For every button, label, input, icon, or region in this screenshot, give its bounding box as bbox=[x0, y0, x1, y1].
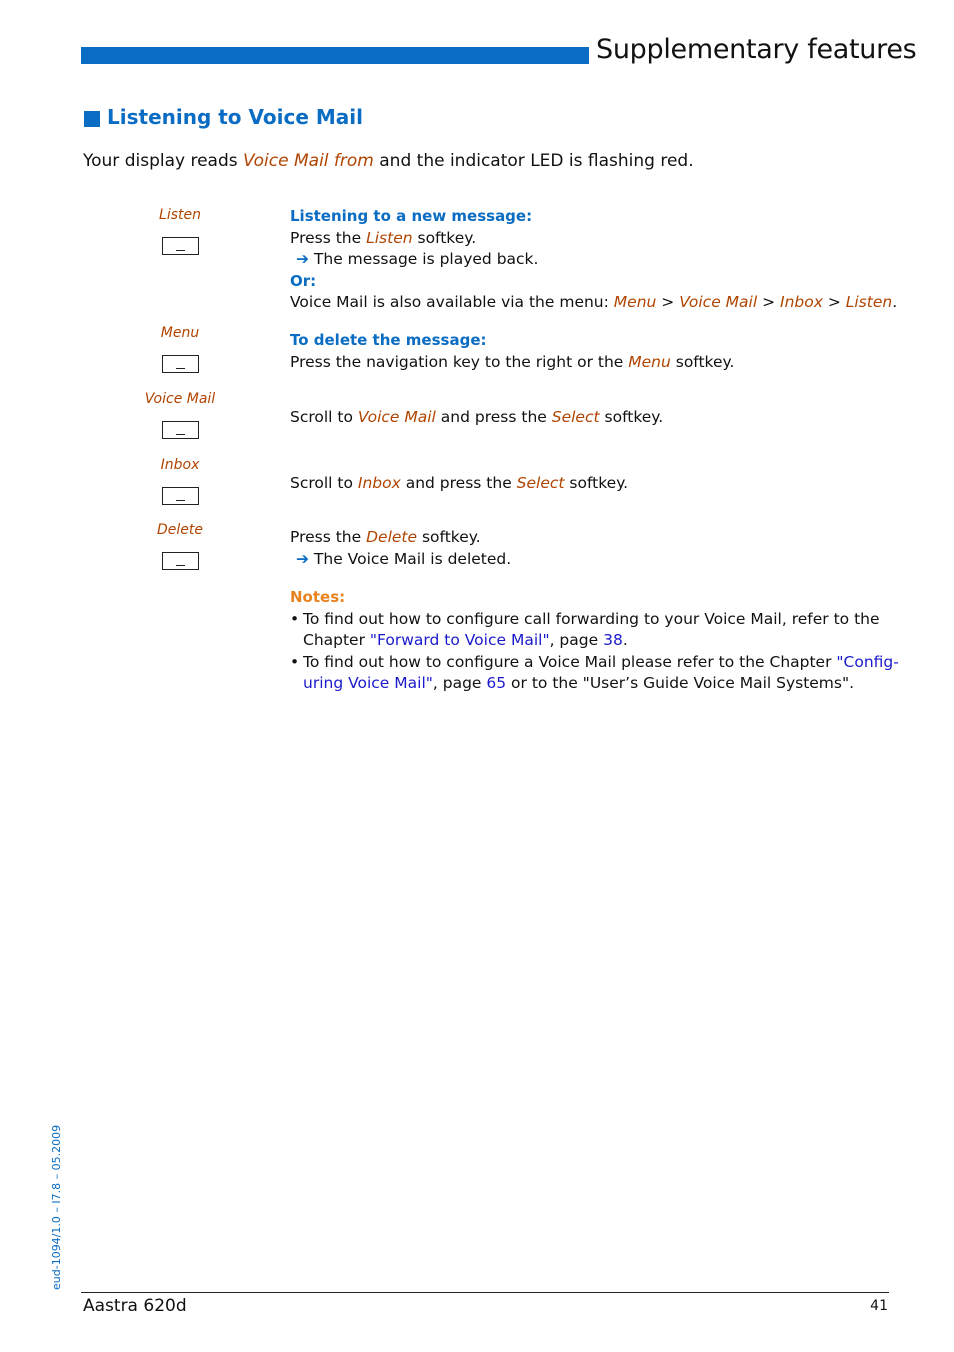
text: Press the bbox=[290, 229, 367, 247]
text: To find out how to configure a Voice Mail please refer to the Chapter bbox=[303, 653, 837, 671]
intro-text-end: and the indicator LED is flashing red. bbox=[373, 151, 694, 171]
text: softkey. bbox=[417, 528, 481, 546]
delete-instruction bbox=[290, 352, 734, 373]
softkey-menu-icon bbox=[162, 355, 199, 373]
text: Scroll to bbox=[290, 408, 358, 426]
arrow-right-icon: ➔ bbox=[296, 250, 309, 268]
configuring-voice-mail-link[interactable]: "Config- bbox=[836, 653, 899, 671]
note-bullet: • bbox=[290, 610, 300, 628]
text: . bbox=[622, 631, 628, 649]
text: Scroll to bbox=[290, 474, 358, 492]
text: softkey. bbox=[670, 353, 735, 371]
listen-term: Listen bbox=[366, 229, 413, 247]
separator: > bbox=[822, 293, 846, 311]
notes-heading: Notes: bbox=[290, 588, 346, 606]
page-header-title: Supplementary features bbox=[596, 34, 917, 65]
text: The Voice Mail is deleted. bbox=[309, 550, 512, 568]
menu-path-item: Listen bbox=[845, 293, 893, 311]
text: , page bbox=[432, 674, 487, 692]
text: Chapter bbox=[303, 631, 370, 649]
listen-instruction bbox=[290, 228, 476, 249]
softkey-voice-mail-icon bbox=[162, 421, 199, 439]
intro-term: Voice Mail from bbox=[243, 151, 374, 171]
menu-term: Menu bbox=[628, 353, 671, 371]
softkey-label-delete: Delete bbox=[157, 522, 203, 538]
or-heading: Or: bbox=[290, 272, 317, 290]
page-38-link[interactable]: 38 bbox=[603, 631, 623, 649]
softkey-listen-icon bbox=[162, 237, 199, 255]
page-number: 41 bbox=[870, 1298, 888, 1314]
text: softkey. bbox=[599, 408, 664, 426]
note-bullet: • bbox=[290, 653, 300, 671]
softkey-inbox-icon bbox=[162, 487, 199, 505]
text: , page bbox=[549, 631, 604, 649]
footer-product: Aastra 620d bbox=[83, 1296, 187, 1316]
softkey-label-inbox: Inbox bbox=[160, 457, 200, 473]
text: . bbox=[892, 293, 898, 311]
listen-heading: Listening to a new message: bbox=[290, 207, 533, 225]
note-2-line-2 bbox=[303, 673, 854, 694]
text: and press the bbox=[435, 408, 552, 426]
arrow-right-icon: ➔ bbox=[296, 550, 309, 568]
separator: > bbox=[656, 293, 680, 311]
text: softkey. bbox=[564, 474, 629, 492]
listen-result bbox=[296, 249, 538, 270]
header-bar bbox=[81, 47, 589, 64]
softkey-label-listen: Listen bbox=[159, 207, 201, 223]
softkey-label-voice-mail: Voice Mail bbox=[144, 391, 216, 407]
menu-path-line bbox=[290, 292, 897, 313]
delete-result bbox=[296, 549, 511, 570]
document-code: eud-1094/1.0 – I7.8 – 05.2009 bbox=[50, 1124, 63, 1290]
menu-path-item: Voice Mail bbox=[679, 293, 758, 311]
text: The message is played back. bbox=[309, 250, 539, 268]
term: Inbox bbox=[357, 474, 401, 492]
delete-press-instruction bbox=[290, 527, 481, 548]
note-1-line-1: To find out how to configure call forwarding to your Voice Mail, refer to the bbox=[303, 610, 880, 628]
configuring-voice-mail-link[interactable]: uring Voice Mail" bbox=[303, 674, 433, 692]
text: Press the navigation key to the right or the bbox=[290, 353, 629, 371]
intro-paragraph bbox=[83, 151, 694, 171]
note-1-line-2 bbox=[303, 630, 628, 651]
footer-divider bbox=[81, 1292, 889, 1293]
page-65-link[interactable]: 65 bbox=[486, 674, 507, 692]
section-title: Listening to Voice Mail bbox=[107, 105, 363, 129]
text: and press the bbox=[400, 474, 517, 492]
text: softkey. bbox=[412, 229, 477, 247]
term: Select bbox=[551, 408, 600, 426]
menu-path-item: Menu bbox=[613, 293, 657, 311]
menu-path-item: Inbox bbox=[780, 293, 823, 311]
note-2-line-1 bbox=[303, 652, 899, 673]
softkey-delete-icon bbox=[162, 552, 199, 570]
intro-text: Your display reads bbox=[83, 151, 244, 171]
softkey-label-menu: Menu bbox=[160, 325, 200, 341]
delete-heading: To delete the message: bbox=[290, 331, 487, 349]
text: or to the "User’s Guide Voice Mail Systems". bbox=[506, 674, 855, 692]
text: Press the bbox=[290, 528, 367, 546]
scroll-voice-mail-instruction bbox=[290, 407, 663, 428]
separator: > bbox=[757, 293, 780, 311]
term: Delete bbox=[366, 528, 418, 546]
term: Voice Mail bbox=[357, 408, 436, 426]
section-marker-icon bbox=[84, 111, 100, 127]
term: Select bbox=[516, 474, 565, 492]
forward-to-voice-mail-link[interactable]: "Forward to Voice Mail" bbox=[369, 631, 550, 649]
text: Voice Mail is also available via the menu: bbox=[290, 293, 614, 311]
scroll-inbox-instruction bbox=[290, 473, 628, 494]
